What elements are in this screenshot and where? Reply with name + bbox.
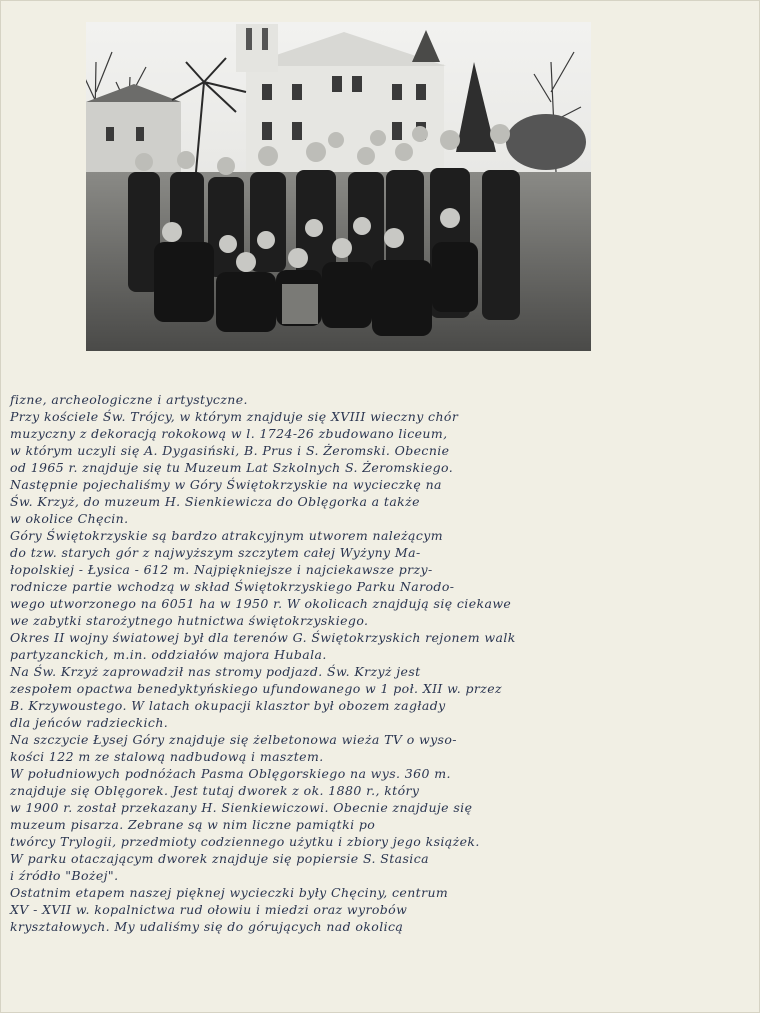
text-line: w okolice Chęcin.: [10, 511, 129, 526]
text-line: kryształowych. My udaliśmy się do górujących nad okolicą: [10, 919, 404, 934]
text-line: fizne, archeologiczne i artystyczne.: [10, 392, 248, 407]
text-line: kości 122 m ze stalową nadbudową i masztem.: [10, 749, 324, 764]
text-line: dla jeńców radzieckich.: [10, 715, 169, 730]
text-line: w którym uczyli się A. Dygasiński, B. Prus i S. Żeromski. Obecnie: [10, 443, 450, 458]
text-line: W południowych podnóżach Pasma Oblęgorskiego na wys. 360 m.: [10, 766, 451, 781]
text-line: Na Św. Krzyż zaprowadził nas stromy podjazd. Św. Krzyż jest: [10, 664, 421, 679]
text-line: Góry Świętokrzyskie są bardzo atrakcyjnym utworem należącym: [10, 528, 443, 543]
text-line: do tzw. starych gór z najwyższym szczytem całej Wyżyny Ma-: [10, 545, 421, 560]
text-line: we zabytki starożytnego hutnictwa świętokrzyskiego.: [10, 613, 369, 628]
text-line: B. Krzywoustego. W latach okupacji klasztor był obozem zagłady: [10, 698, 446, 713]
text-line: Na szczycie Łysej Góry znajduje się żelbetonowa wieża TV o wyso-: [10, 732, 457, 747]
text-line: partyzanckich, m.in. oddziałów majora Hubala.: [10, 647, 327, 662]
text-line: w 1900 r. został przekazany H. Sienkiewiczowi. Obecnie znajduje się: [10, 800, 473, 815]
text-line: znajduje się Oblęgorek. Jest tutaj dworek z ok. 1880 r., który: [10, 783, 420, 798]
text-line: Następnie pojechaliśmy w Góry Świętokrzyskie na wycieczkę na: [10, 477, 442, 492]
text-line: XV - XVII w. kopalnictwa rud ołowiu i miedzi oraz wyrobów: [10, 902, 408, 917]
text-line: zespołem opactwa benedyktyńskiego ufundowanego w 1 poł. XII w. przez: [10, 681, 503, 696]
text-line: Okres II wojny światowej był dla terenów G. Świętokrzyskich rejonem walk: [10, 630, 516, 645]
text-line: muzeum pisarza. Zebrane są w nim liczne pamiątki po: [10, 817, 376, 832]
text-line: od 1965 r. znajduje się tu Muzeum Lat Szkolnych S. Żeromskiego.: [10, 460, 454, 475]
text-line: rodnicze partie wchodzą w skład Świętokrzyskiego Parku Narodo-: [10, 579, 455, 594]
text-line: Św. Krzyż, do muzeum H. Sienkiewicza do Oblęgorka a także: [10, 494, 420, 509]
text-line: Ostatnim etapem naszej pięknej wycieczki były Chęciny, centrum: [10, 885, 449, 900]
text-line: muzyczny z dekoracją rokokową w l. 1724-26 zbudowano liceum,: [10, 426, 448, 441]
text-line: wego utworzonego na 6051 ha w 1950 r. W okolicach znajdują się ciekawe: [10, 596, 512, 611]
text-line: twórcy Trylogii, przedmioty codziennego użytku i zbiory jego książek.: [10, 834, 480, 849]
group-photograph: [86, 22, 591, 351]
text-line: Przy kościele Św. Trójcy, w którym znajduje się XVIII wieczny chór: [10, 409, 459, 424]
text-line: i źródło "Bożej".: [10, 868, 119, 883]
text-line: W parku otaczającym dworek znajduje się popiersie S. Stasica: [10, 851, 429, 866]
text-line: łopolskiej - Łysica - 612 m. Najpiękniejsze i najciekawsze przy-: [10, 562, 433, 577]
